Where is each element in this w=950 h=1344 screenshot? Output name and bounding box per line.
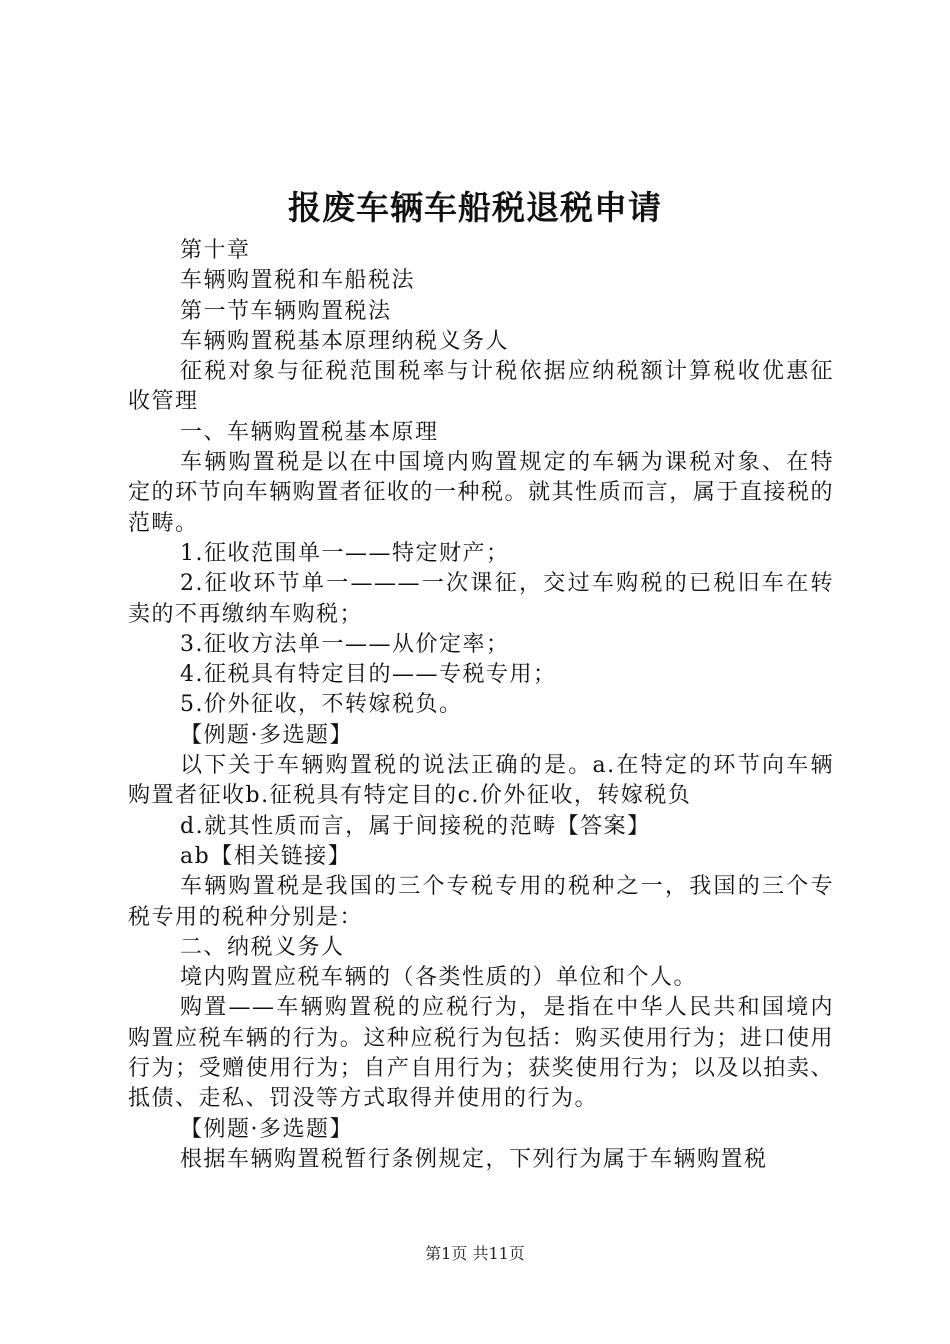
paragraph: 以下关于车辆购置税的说法正确的是。a.在特定的环节向车辆购置者征收b.征税具有特定目的c.价外征收，转嫁税负 <box>128 753 834 809</box>
paragraph: 第一节车辆购置税法 <box>180 298 392 324</box>
paragraph: 4.征税具有特定目的——专税专用； <box>180 662 557 688</box>
paragraph: 二、纳税义务人 <box>180 934 345 960</box>
paragraph: 车辆购置税基本原理纳税义务人 <box>180 328 510 354</box>
paragraph: 【例题·多选题】 <box>180 722 353 748</box>
paragraph: 征税对象与征税范围税率与计税依据应纳税额计算税收优惠征收管理 <box>128 359 834 415</box>
paragraph: 购置——车辆购置税的应税行为，是指在中华人民共和国境内购置应税车辆的行为。这种应税行为包括：购买使用行为；进口使用行为；受赠使用行为；自产自用行为；获奖使用行为；以及以拍卖、抵债、走私、罚没等方式取得并使用的行为。 <box>128 995 834 1112</box>
paragraph: 一、车辆购置税基本原理 <box>180 419 439 445</box>
page-number-footer: 第1页 共11页 <box>425 1244 525 1263</box>
paragraph: 车辆购置税是我国的三个专税专用的税种之一，我国的三个专税专用的税种分别是： <box>128 874 834 930</box>
paragraph: 根据车辆购置税暂行条例规定，下列行为属于车辆购置税 <box>180 1146 768 1172</box>
paragraph: ab【相关链接】 <box>180 843 352 869</box>
paragraph: 境内购置应税车辆的（各类性质的）单位和个人。 <box>180 965 698 991</box>
paragraph: 5.价外征收，不转嫁税负。 <box>180 692 463 718</box>
paragraph: 2.征收环节单一———一次课征，交过车购税的已税旧车在转卖的不再缴纳车购税； <box>128 571 834 627</box>
document-body <box>128 236 834 1175</box>
paragraph: 3.征收方法单一——从价定率； <box>180 631 510 657</box>
document-title: 报废车辆车船税退税申请 <box>288 188 662 227</box>
paragraph: d.就其性质而言，属于间接税的范畴【答案】 <box>180 813 651 839</box>
paragraph: 车辆购置税是以在中国境内购置规定的车辆为课税对象、在特定的环节向车辆购置者征收的一种税。就其性质而言，属于直接税的范畴。 <box>128 450 834 536</box>
paragraph: 第十章 <box>180 238 251 263</box>
paragraph: 1.征收范围单一——特定财产； <box>180 540 510 566</box>
paragraph: 车辆购置税和车船税法 <box>180 268 416 294</box>
paragraph: 【例题·多选题】 <box>180 1116 353 1142</box>
